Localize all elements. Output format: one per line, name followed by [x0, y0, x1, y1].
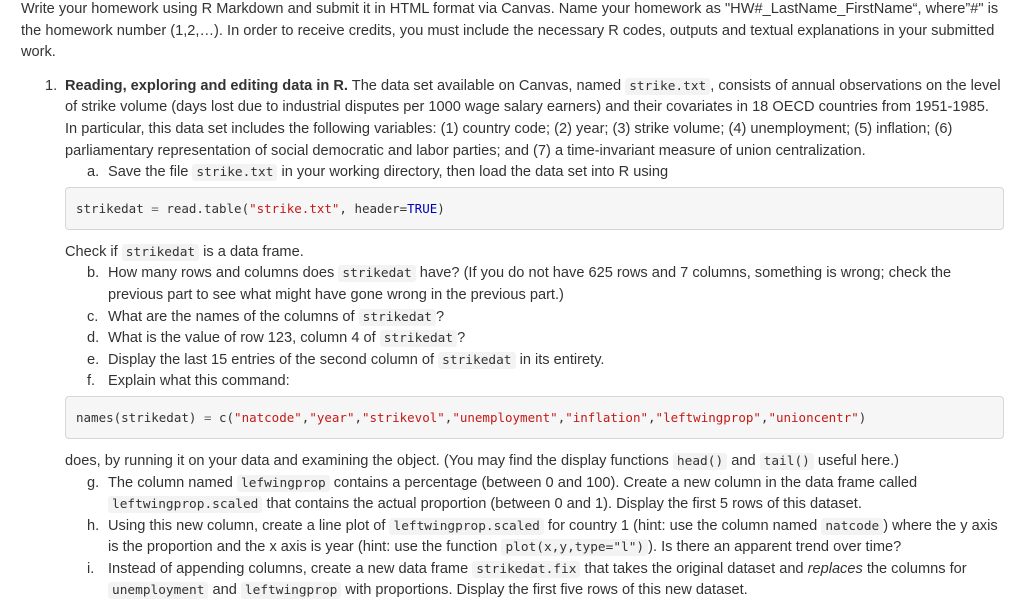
inline-code: unemployment — [108, 582, 208, 599]
subitem-f — [87, 371, 1004, 393]
subitem-letter: d. — [87, 328, 99, 350]
subitem-c-text-2: ? — [436, 309, 444, 325]
code-token: , — [648, 410, 656, 425]
subitem-a — [87, 162, 1004, 184]
subitem-f-text-1: Explain what this command: — [108, 373, 290, 389]
inline-code: strikedat — [438, 352, 515, 369]
does-text-2: and — [727, 453, 759, 469]
does-text-1: does, by running it on your data and examining the object. (You may find the display functions — [65, 453, 673, 469]
inline-code: leftwingprop — [241, 582, 341, 599]
subitem-letter: f. — [87, 371, 95, 393]
subitem-c-text-1: What are the names of the columns of — [108, 309, 359, 325]
subitem-i-text-2: that takes the original dataset and — [580, 561, 807, 577]
subitem-b — [87, 263, 1004, 306]
code-token: , — [445, 410, 453, 425]
subitem-a-text-1: Save the file — [108, 164, 192, 180]
code-token: ) — [859, 410, 867, 425]
inline-code: strikedat — [359, 309, 436, 326]
code-token: c( — [211, 410, 234, 425]
subitem-i — [87, 559, 1004, 602]
question-number: 1. — [45, 76, 57, 98]
question-1-text-b: , consists of annual observations on the level of strike volume (days lost due to industrial disputes per 1000 wage salary earners) and their covariates in 18 OECD countries from 1951-1985. In particular, this data set includes the following variables: (1) country code; (2) year; (3) strike volume; (4) unemployment; (5) inflation; (6) parliamentary representation of social democratic and labor parties; and (7) a time-invariant measure of union centralization. — [65, 78, 1001, 159]
code-token: , header= — [339, 201, 407, 216]
inline-code: strike.txt — [192, 164, 277, 181]
subitem-e — [87, 350, 1004, 372]
inline-code: tail() — [760, 453, 814, 470]
code-token: "natcode" — [234, 410, 302, 425]
subitem-i-text-1: Instead of appending columns, create a new data frame — [108, 561, 472, 577]
subitem-g-text-3: that contains the actual proportion (between 0 and 1). Display the first 5 rows of this dataset. — [262, 496, 861, 512]
code-token: read.table( — [166, 201, 249, 216]
code-token: "unemployment" — [452, 410, 557, 425]
inline-code: plot(x,y,type="l") — [501, 539, 648, 556]
check-paragraph — [65, 242, 1004, 264]
code-token: , — [761, 410, 769, 425]
subitem-h-text-3: ) where the y axis is the proportion and the x axis is year (hint: use the function — [108, 518, 998, 556]
check-text-1: Check if — [65, 244, 122, 260]
inline-code: natcode — [821, 518, 883, 535]
inline-code: strikedat — [338, 265, 415, 282]
subitem-e-text-1: Display the last 15 entries of the second column of — [108, 352, 438, 368]
subitem-d — [87, 328, 1004, 350]
subitem-letter: e. — [87, 350, 99, 372]
code-token: "inflation" — [565, 410, 648, 425]
subitem-letter: a. — [87, 162, 99, 184]
subitems-a — [65, 162, 1004, 184]
subitem-letter: g. — [87, 473, 99, 495]
subitem-g — [87, 473, 1004, 516]
question-1-text — [65, 76, 1004, 162]
inline-code: strikedat — [122, 244, 199, 261]
code-token: "strikevol" — [362, 410, 445, 425]
intro-paragraph: Write your homework using R Markdown and submit it in HTML format via Canvas. Name your homework as "HW#_LastName_FirstName“, where”#" is the homework number (1,2,…). In order to receive credits, you must include the necessary R codes, outputs and textual explanations in your submitted work. — [21, 0, 1004, 64]
question-1-title: Reading, exploring and editing data in R. — [65, 78, 348, 94]
inline-code: strikedat.fix — [472, 561, 580, 578]
code-token: , — [354, 410, 362, 425]
code-token: , — [302, 410, 310, 425]
code-token: ) — [437, 201, 445, 216]
subitem-a-text-2: in your working directory, then load the data set into R using — [277, 164, 668, 180]
inline-code: lefwingprop — [237, 475, 330, 492]
code-block-read-table[interactable] — [65, 187, 1004, 230]
subitem-g-text-2: contains a percentage (between 0 and 100). Create a new column in the data frame called — [330, 475, 917, 491]
code-token: "unioncentr" — [768, 410, 858, 425]
subitem-h-text-2: for country 1 (hint: use the column named — [544, 518, 821, 534]
code-token: strikedat — [76, 201, 144, 216]
question-1-text-a: The data set available on Canvas, named — [348, 78, 625, 94]
subitem-letter: i. — [87, 559, 94, 581]
code-token: = — [204, 410, 212, 425]
code-token: "strike.txt" — [249, 201, 339, 216]
inline-code: strikedat — [380, 330, 457, 347]
subitem-e-text-2: in its entirety. — [516, 352, 605, 368]
code-block-names[interactable] — [65, 396, 1004, 439]
inline-code: strike.txt — [625, 78, 710, 95]
subitems-g-i — [65, 473, 1004, 602]
subitem-i-text-4: and — [208, 582, 240, 598]
check-text-2: is a data frame. — [199, 244, 304, 260]
code-token: TRUE — [407, 201, 437, 216]
subitems-b-f — [65, 263, 1004, 393]
subitem-g-text-1: The column named — [108, 475, 237, 491]
subitem-letter: c. — [87, 307, 98, 329]
subitem-b-text-2: have? (If you do not have 625 rows and 7 columns, something is wrong; check the previous part to see what might have gone wrong in the previous part.) — [108, 265, 951, 303]
does-paragraph — [65, 451, 1004, 473]
subitem-b-text-1: How many rows and columns does — [108, 265, 338, 281]
code-token: "year" — [309, 410, 354, 425]
question-1 — [21, 76, 1004, 602]
subitem-h-text-1: Using this new column, create a line plot of — [108, 518, 389, 534]
inline-code: leftwingprop.scaled — [108, 496, 262, 513]
subitem-letter: h. — [87, 516, 99, 538]
inline-code: leftwingprop.scaled — [389, 518, 543, 535]
subitem-h — [87, 516, 1004, 559]
code-token: , — [558, 410, 566, 425]
code-token: "leftwingprop" — [656, 410, 761, 425]
code-token: names(strikedat) — [76, 410, 204, 425]
subitem-h-text-4: ). Is there an apparent trend over time? — [648, 539, 901, 555]
subitem-c — [87, 307, 1004, 329]
inline-code: head() — [673, 453, 727, 470]
subitem-letter: b. — [87, 263, 99, 285]
subitem-d-text-2: ? — [457, 330, 465, 346]
code-token: = — [144, 201, 167, 216]
subitem-d-text-1: What is the value of row 123, column 4 of — [108, 330, 380, 346]
does-text-3: useful here.) — [814, 453, 899, 469]
emphasis: replaces — [808, 561, 863, 577]
subitem-i-text-3: the columns for — [863, 561, 967, 577]
subitem-i-text-5: with proportions. Display the first five rows of this new dataset. — [341, 582, 747, 598]
